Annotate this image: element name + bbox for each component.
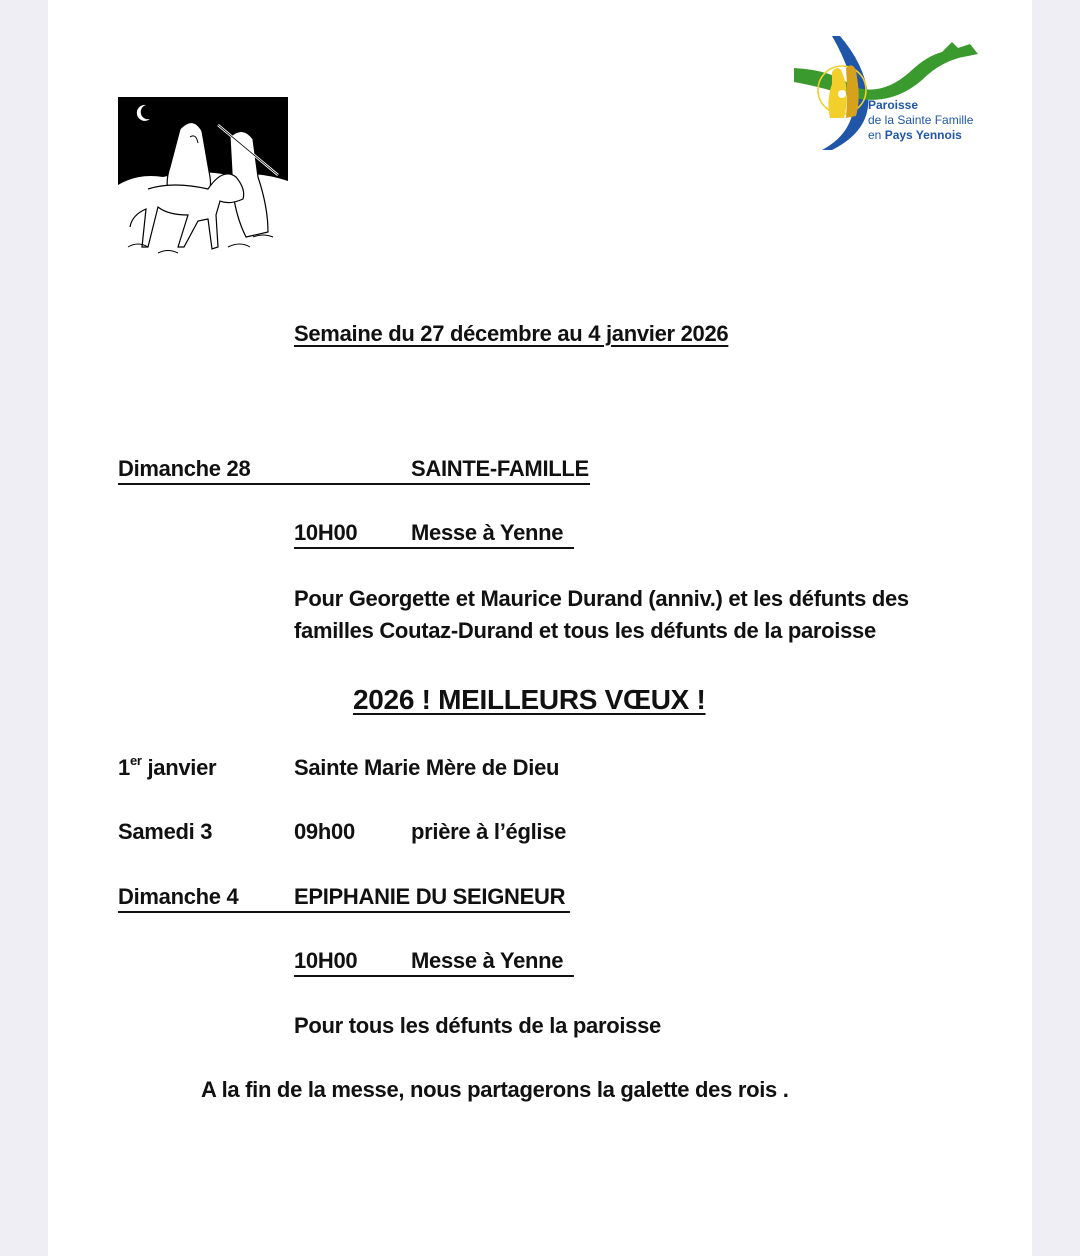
sunday28-feast: SAINTE-FAMILLE — [411, 456, 589, 481]
saturday3-event: prière à l’église — [411, 819, 567, 844]
sunday4-time: 10H00 — [294, 948, 358, 973]
sunday28-intention-line2: familles Coutaz-Durand et tous les défunts de la paroisse — [294, 618, 876, 643]
jan1-day-rest: janvier — [141, 755, 217, 780]
sunday4-intention: Pour tous les défunts de la paroisse — [294, 1013, 661, 1038]
sunday28-mass-underline — [294, 547, 574, 549]
jan1-day-sup: er — [129, 752, 142, 768]
jan1-day-num: 1 — [118, 755, 130, 780]
sunday28-intention-line1: Pour Georgette et Maurice Durand (anniv.) et les défunts des — [294, 586, 909, 611]
closing-note: A la fin de la messe, nous partagerons la galette des rois . — [201, 1077, 789, 1102]
saturday3-day: Samedi 3 — [118, 819, 213, 844]
sunday28-mass: Messe à Yenne — [411, 520, 564, 545]
sunday28-underline — [118, 483, 590, 485]
logo-line-3-bold: Pays Yennois — [884, 128, 962, 142]
sunday4-day: Dimanche 4 — [118, 884, 239, 909]
week-title: Semaine du 27 décembre au 4 janvier 2026 — [294, 321, 729, 346]
sunday28-day: Dimanche 28 — [118, 456, 251, 481]
sunday4-underline — [118, 911, 570, 913]
logo-line-3-prefix: en — [868, 128, 885, 142]
jan1-feast: Sainte Marie Mère de Dieu — [294, 755, 560, 780]
saturday3-time: 09h00 — [294, 819, 355, 844]
logo-line-1: Paroisse — [868, 98, 919, 112]
flight-into-egypt-icon — [118, 97, 288, 261]
sunday4-mass-underline — [294, 975, 574, 977]
logo-line-2: de la Sainte Famille — [868, 113, 974, 127]
parish-logo-text — [868, 98, 973, 143]
new-year-greeting: 2026 ! MEILLEURS VŒUX ! — [353, 684, 706, 715]
sunday4-mass: Messe à Yenne — [411, 948, 564, 973]
jan1-day — [118, 752, 217, 781]
sunday28-time: 10H00 — [294, 520, 358, 545]
sunday4-feast: EPIPHANIE DU SEIGNEUR — [294, 884, 566, 909]
